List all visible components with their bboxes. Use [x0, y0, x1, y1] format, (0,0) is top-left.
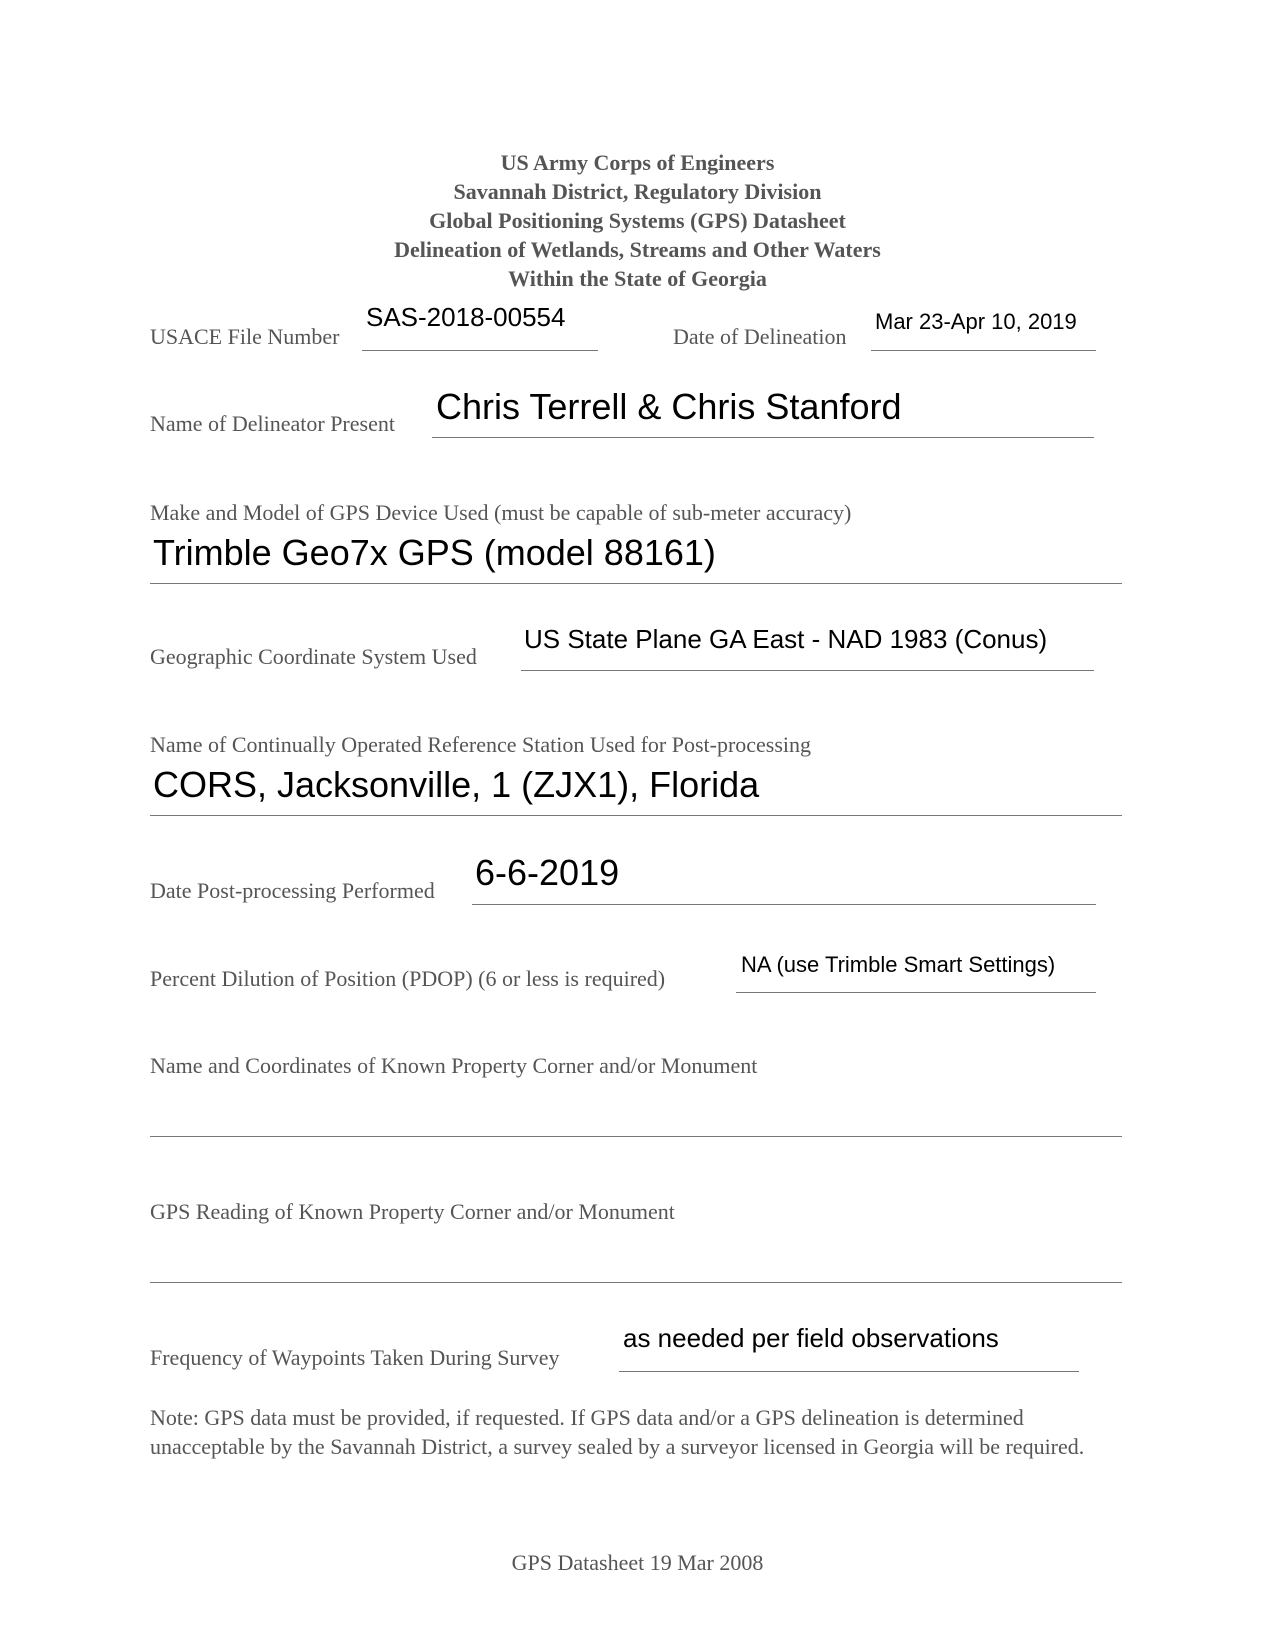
gps-reading-line: [150, 1282, 1122, 1283]
post-processing-date-line: [472, 904, 1096, 905]
post-processing-date-value[interactable]: 6-6-2019: [475, 852, 620, 893]
pdop-value[interactable]: NA (use Trimble Smart Settings): [741, 952, 1056, 977]
reference-station-label: Name of Continually Operated Reference Station Used for Post-processing: [150, 732, 812, 757]
gps-device-line: [150, 583, 1122, 584]
gps-device-label: Make and Model of GPS Device Used (must be capable of sub-meter accuracy): [150, 500, 852, 525]
date-delineation-line: [871, 350, 1096, 351]
waypoint-frequency-label: Frequency of Waypoints Taken During Survey: [150, 1345, 560, 1370]
header-datasheet-title: Global Positioning Systems (GPS) Datasheet: [429, 208, 846, 233]
delineator-value[interactable]: Chris Terrell & Chris Stanford: [436, 386, 902, 427]
gps-reading-label: GPS Reading of Known Property Corner and/or Monument: [150, 1199, 675, 1224]
pdop-label: Percent Dilution of Position (PDOP) (6 or less is required): [150, 966, 666, 991]
footer-text: GPS Datasheet 19 Mar 2008: [511, 1550, 764, 1575]
file-number-value[interactable]: SAS-2018-00554: [366, 302, 566, 332]
known-corner-label: Name and Coordinates of Known Property Corner and/or Monument: [150, 1053, 758, 1078]
coord-system-line: [521, 670, 1094, 671]
post-processing-date-label: Date Post-processing Performed: [150, 878, 435, 903]
delineator-line: [432, 437, 1094, 438]
header-agency: US Army Corps of Engineers: [500, 150, 775, 175]
waypoint-frequency-line: [619, 1371, 1079, 1372]
waypoint-frequency-value[interactable]: as needed per field observations: [623, 1323, 999, 1353]
pdop-line: [736, 992, 1096, 993]
note-text: Note: GPS data must be provided, if requested. If GPS data and/or a GPS delineation is determined unacceptable by the Savannah District, a survey sealed by a surveyor licensed in Georgia will be required.: [150, 1405, 1085, 1459]
coord-system-value[interactable]: US State Plane GA East - NAD 1983 (Conus): [524, 624, 1048, 654]
header-district: Savannah District, Regulatory Division: [453, 179, 822, 204]
date-delineation-label: Date of Delineation: [673, 324, 847, 349]
header-state: Within the State of Georgia: [508, 266, 767, 291]
reference-station-line: [150, 815, 1122, 816]
date-delineation-value[interactable]: Mar 23-Apr 10, 2019: [875, 309, 1077, 334]
file-number-line: [362, 350, 598, 351]
reference-station-value[interactable]: CORS, Jacksonville, 1 (ZJX1), Florida: [153, 764, 760, 805]
coord-system-label: Geographic Coordinate System Used: [150, 644, 477, 669]
gps-device-value[interactable]: Trimble Geo7x GPS (model 88161): [153, 532, 716, 573]
file-number-label: USACE File Number: [150, 324, 340, 349]
known-corner-line: [150, 1136, 1122, 1137]
document-header: [0, 148, 1275, 293]
header-subject: Delineation of Wetlands, Streams and Other Waters: [394, 237, 881, 262]
delineator-label: Name of Delineator Present: [150, 411, 395, 436]
